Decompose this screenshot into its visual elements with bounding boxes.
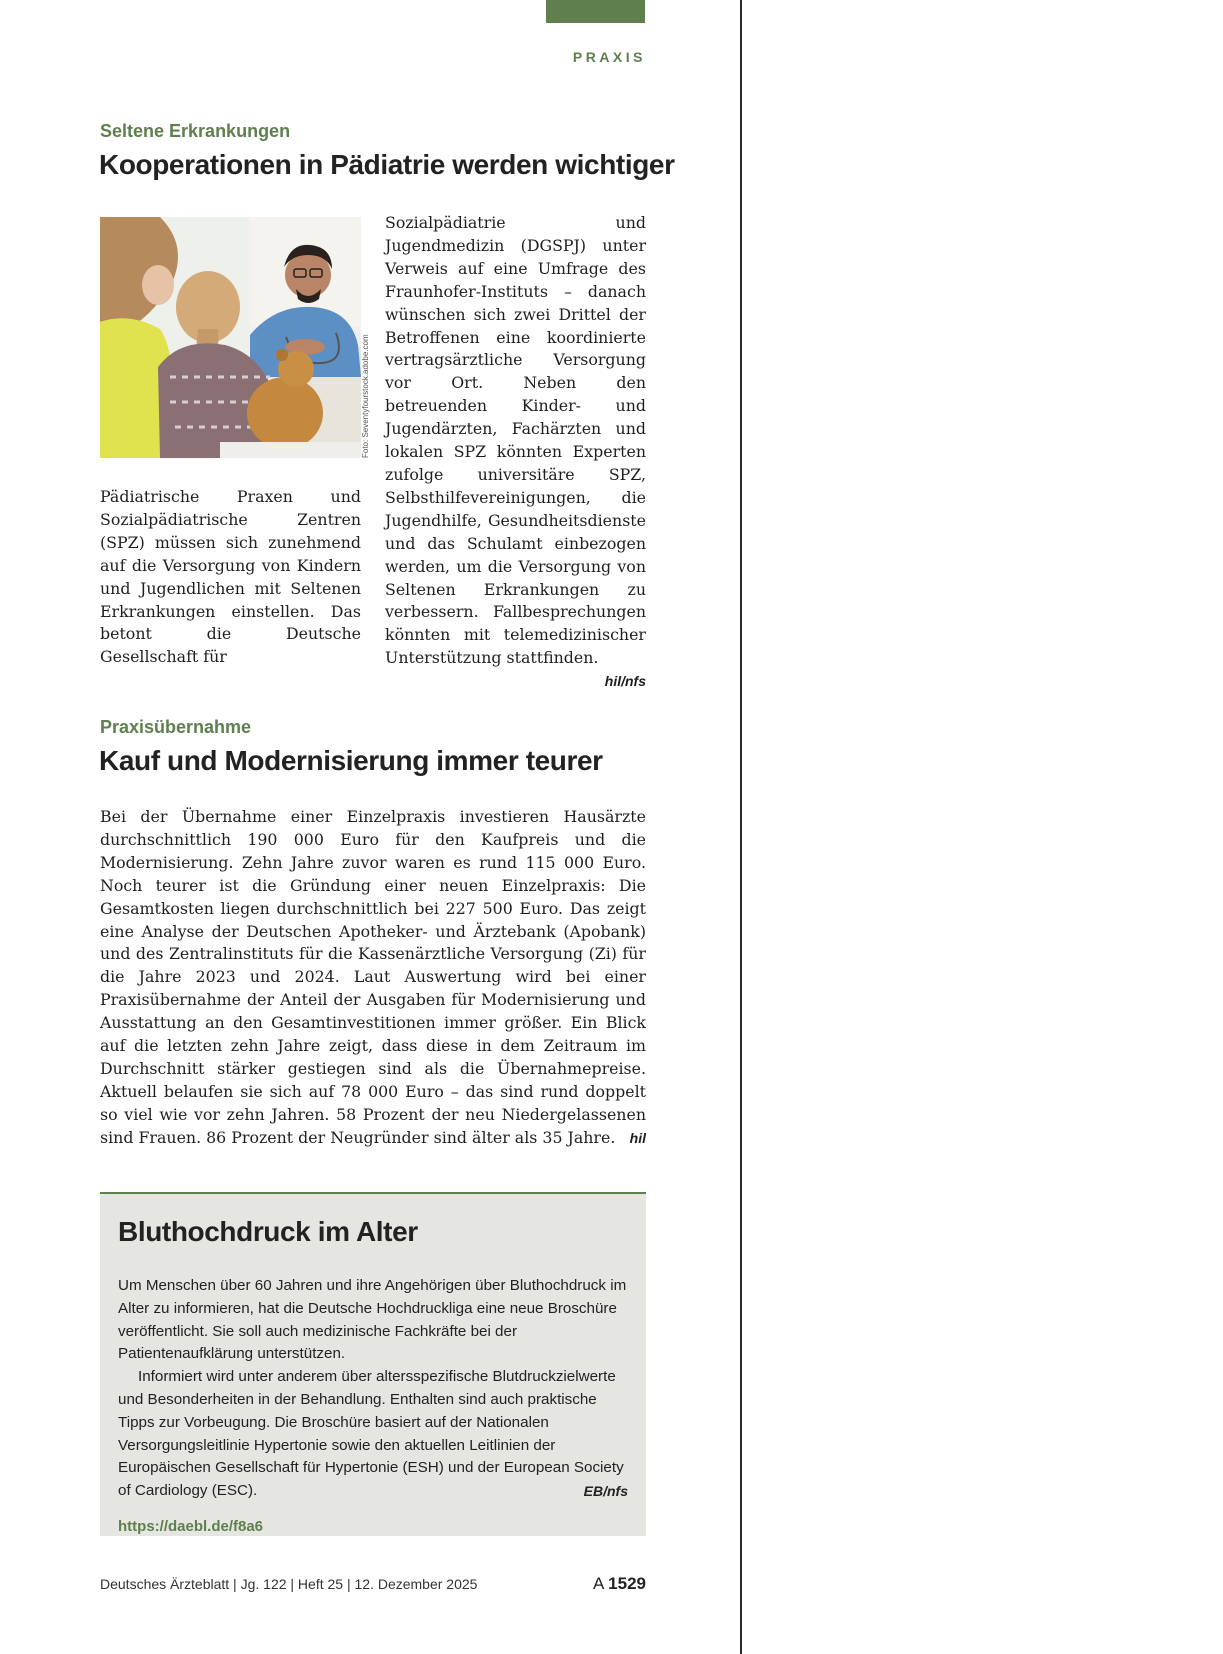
- article1-column-1: Pädiatrische Praxen und Sozialpädiatrische Zentren (SPZ) müssen sich zunehmend auf die Versorgung von Kindern und Jugendlichen mit Seltenen Erkrankungen einstellen. Das betont die Deutsche Gesellschaft für: [100, 487, 361, 667]
- info-box-title: Bluthochdruck im Alter: [118, 1216, 418, 1247]
- article1-kicker: Seltene Erkrankungen: [100, 121, 291, 141]
- article1-column-2-text: Sozialpädiatrie und Jugendmedizin (DGSPJ) unter Verweis auf eine Umfrage des Fraunhofer-Instituts – danach wünschen sich zwei Drittel der Betroffenen eine koordinierte vertragsärztliche Versorgung vor Ort. Neben den betreuenden Kinder- und Jugendärzten, Fachärzten und lokalen SPZ könnten Experten zufolge universitäre SPZ, Selbsthilfevereinigungen, die Jugendhilfe, Gesundheitsdienste und das Schulamt einbezogen werden, um die Versorgung von Seltenen Erkrankungen zu verbessern. Fallbesprechungen könnten mit telemedizinischer Unterstützung stattfinden.: [385, 213, 646, 668]
- info-box-paragraph-1: Um Menschen über 60 Jahren und ihre Angehörigen über Bluthochdruck im Alter zu informieren, hat die Deutsche Hochdruckliga eine neue Broschüre veröffentlicht. Sie soll auch medizinische Fachkräfte bei der Patientenaufklärung unterstützen.: [118, 1277, 627, 1363]
- info-box-link[interactable]: https://daebl.de/f8a6: [118, 1517, 264, 1535]
- article2-signature: hil: [629, 1129, 646, 1146]
- article2-title: Kauf und Modernisierung immer teurer: [99, 745, 603, 776]
- article1-title: Kooperationen in Pädiatrie werden wichtiger: [99, 149, 675, 180]
- article-photo: [100, 217, 361, 458]
- page-number-value: 1529: [608, 1574, 646, 1593]
- article2-body-text: Bei der Übernahme einer Einzelpraxis investieren Hausärzte durchschnittlich 190 000 Euro für den Kaufpreis und die Modernisierung. Zehn Jahre zuvor waren es rund 115 000 Euro. Noch teurer ist die Gründung einer neuen Einzelpraxis: Die Gesamtkosten liegen durchschnittlich bei 227 500 Euro. Das zeigt eine Analyse der Deutschen Apotheker- und Ärztebank (Apobank) und des Zentralinstituts für die Kassenärztliche Versorgung (Zi) für die Jahre 2023 und 2024. Laut Auswertung wird bei einer Praxisübernahme der Anteil der Ausgaben für Modernisierung und Ausstattung an den Gesamtinvestitionen immer größer. Ein Blick auf die letzten zehn Jahre zeigt, dass diese in dem Zeitraum im Durchschnitt stärker gestiegen sind als die Übernahmepreise. Aktuell belaufen sie sich auf 78 000 Euro – das sind rund doppelt so viel wie vor zehn Jahren. 58 Prozent der neu Niedergelassenen sind Frauen. 86 Prozent der Neugründer sind älter als 35 Jahre.: [100, 807, 646, 1147]
- article1-signature: hil/nfs: [604, 673, 646, 690]
- section-color-bar: [546, 0, 645, 23]
- page-prefix: A: [593, 1574, 604, 1593]
- info-box-signature: EB/nfs: [583, 1483, 628, 1500]
- article1-column-2: [385, 212, 646, 693]
- info-box: [100, 1192, 646, 1536]
- photo-illustration: [100, 217, 361, 458]
- article2-body: [100, 806, 646, 1150]
- page-divider: [740, 0, 742, 1654]
- page-number: [593, 1574, 646, 1594]
- article2-kicker: Praxisübernahme: [100, 717, 252, 737]
- footer-citation: Deutsches Ärzteblatt | Jg. 122 | Heft 25 | 12. Dezember 2025: [100, 1576, 478, 1592]
- section-label: PRAXIS: [572, 49, 646, 65]
- info-box-paragraph-2-text: Informiert wird unter anderem über altersspezifische Blutdruckzielwerte und Besonderheiten in der Behandlung. Enthalten sind auch praktische Tipps zur Vorbeugung. Die Broschüre basiert auf der Nationalen Versorgungsleitlinie Hypertonie sowie den aktuellen Leitlinien der Europäischen Gesellschaft für Hypertonie (ESH) und der European Society of Cardiology (ESC).: [118, 1368, 624, 1500]
- info-box-paragraph-2: [118, 1366, 628, 1503]
- photo-credit: Foto: Seventyfourstock.adobe.com: [361, 334, 370, 458]
